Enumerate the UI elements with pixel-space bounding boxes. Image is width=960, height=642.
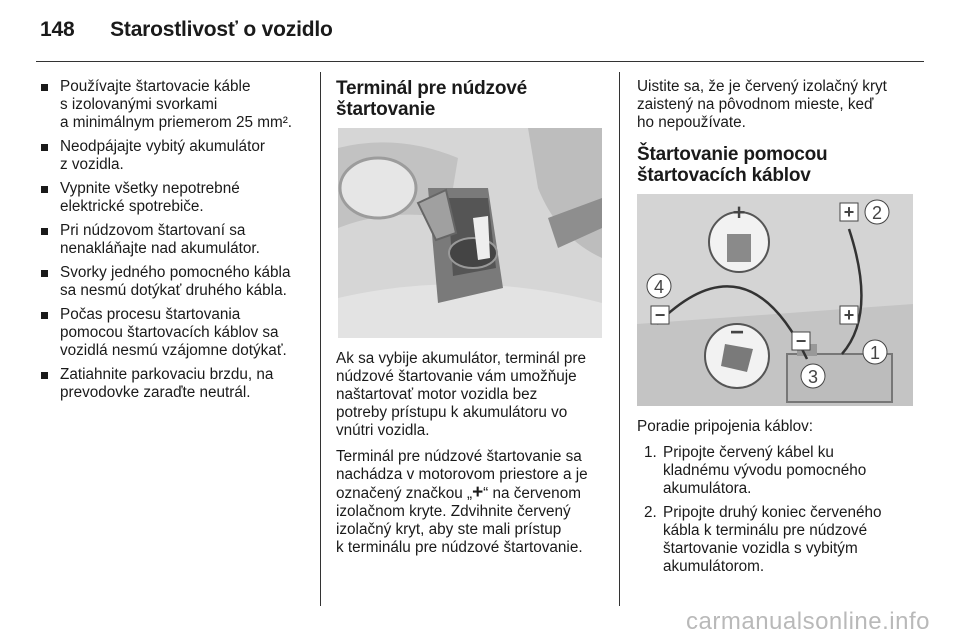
column-divider-2 [619,72,620,606]
svg-text:−: − [795,331,807,351]
svg-text:3: 3 [807,367,819,387]
svg-text:2: 2 [871,203,883,223]
svg-text:+: + [732,200,746,225]
bullet-item: Neodpájajte vybitý akumulátor z vozidla. [40,138,310,174]
page-header [40,18,333,42]
order-label: Poradie pripojenia káblov: [637,418,814,435]
svg-text:−: − [729,319,745,346]
column-safety-notes [40,78,310,408]
svg-text:+: + [843,305,855,325]
bullet-item: Zatiahnite parkovaciu brzdu, na prevodovke zaraďte neutrál. [40,366,310,402]
watermark: carmanualsonline.info [686,608,930,635]
emergency-terminal-location: Terminál pre núdzové štartovanie sa nachádza v motorovom priestore a je označený značkou „+“ na červenom izolačnom kryte. Zdvihnite červený izolačný kryt, aby ste mali prístup k terminálu pre núdzové štartovanie. [336,448,588,556]
emergency-terminal-illustration [338,128,602,338]
cover-reminder: Uistite sa, že je červený izolačný kryt zaistený na pôvodnom mieste, keď ho nepoužívate. [637,78,887,131]
safety-bullet-list [40,78,310,402]
page-number: 148 [40,18,75,41]
svg-text:−: − [654,305,666,325]
emergency-terminal-intro: Ak sa vybije akumulátor, terminál pre núdzové štartovanie vám umožňuje naštartovať motor vozidla bez potreby prístupu k akumulátoru vo vnútri vozidla. [336,350,586,439]
section-title: Starostlivosť o vozidlo [110,18,333,41]
bullet-item: Vypnite všetky nepotrebné elektrické spotrebiče. [40,180,310,216]
svg-text:4: 4 [653,277,665,297]
bullet-item: Používajte štartovacie káble s izolovanými svorkami a minimálnym priemerom 25 mm². [40,78,310,132]
step-item: 2. Pripojte druhý koniec červeného kábla k terminálu pre núdzové štartovanie vozidla s vybitým akumulátorom. [644,504,882,575]
column-divider-1 [320,72,321,606]
bullet-item: Pri núdzovom štartovaní sa nenakláňajte nad akumulátor. [40,222,310,258]
jump-start-illustration [637,194,913,406]
column-jump-start [637,78,917,582]
svg-text:1: 1 [869,343,881,363]
bullet-item: Počas procesu štartovania pomocou štartovacích káblov sa vozidlá nesmú vzájomne dotýkať. [40,306,310,360]
step-item: 1. Pripojte červený kábel ku kladnému vývodu pomocného akumulátora. [644,444,867,497]
svg-text:+: + [843,202,855,222]
header-rule [36,61,924,62]
plus-symbol-icon: + [472,482,484,503]
connection-steps [637,444,917,576]
column-emergency-terminal [336,78,608,565]
jump-start-heading: Štartovanie pomocou štartovacích káblov [637,144,828,186]
bullet-item: Svorky jedného pomocného kábla sa nesmú dotýkať druhého kábla. [40,264,310,300]
emergency-terminal-heading: Terminál pre núdzové štartovanie [336,78,527,120]
